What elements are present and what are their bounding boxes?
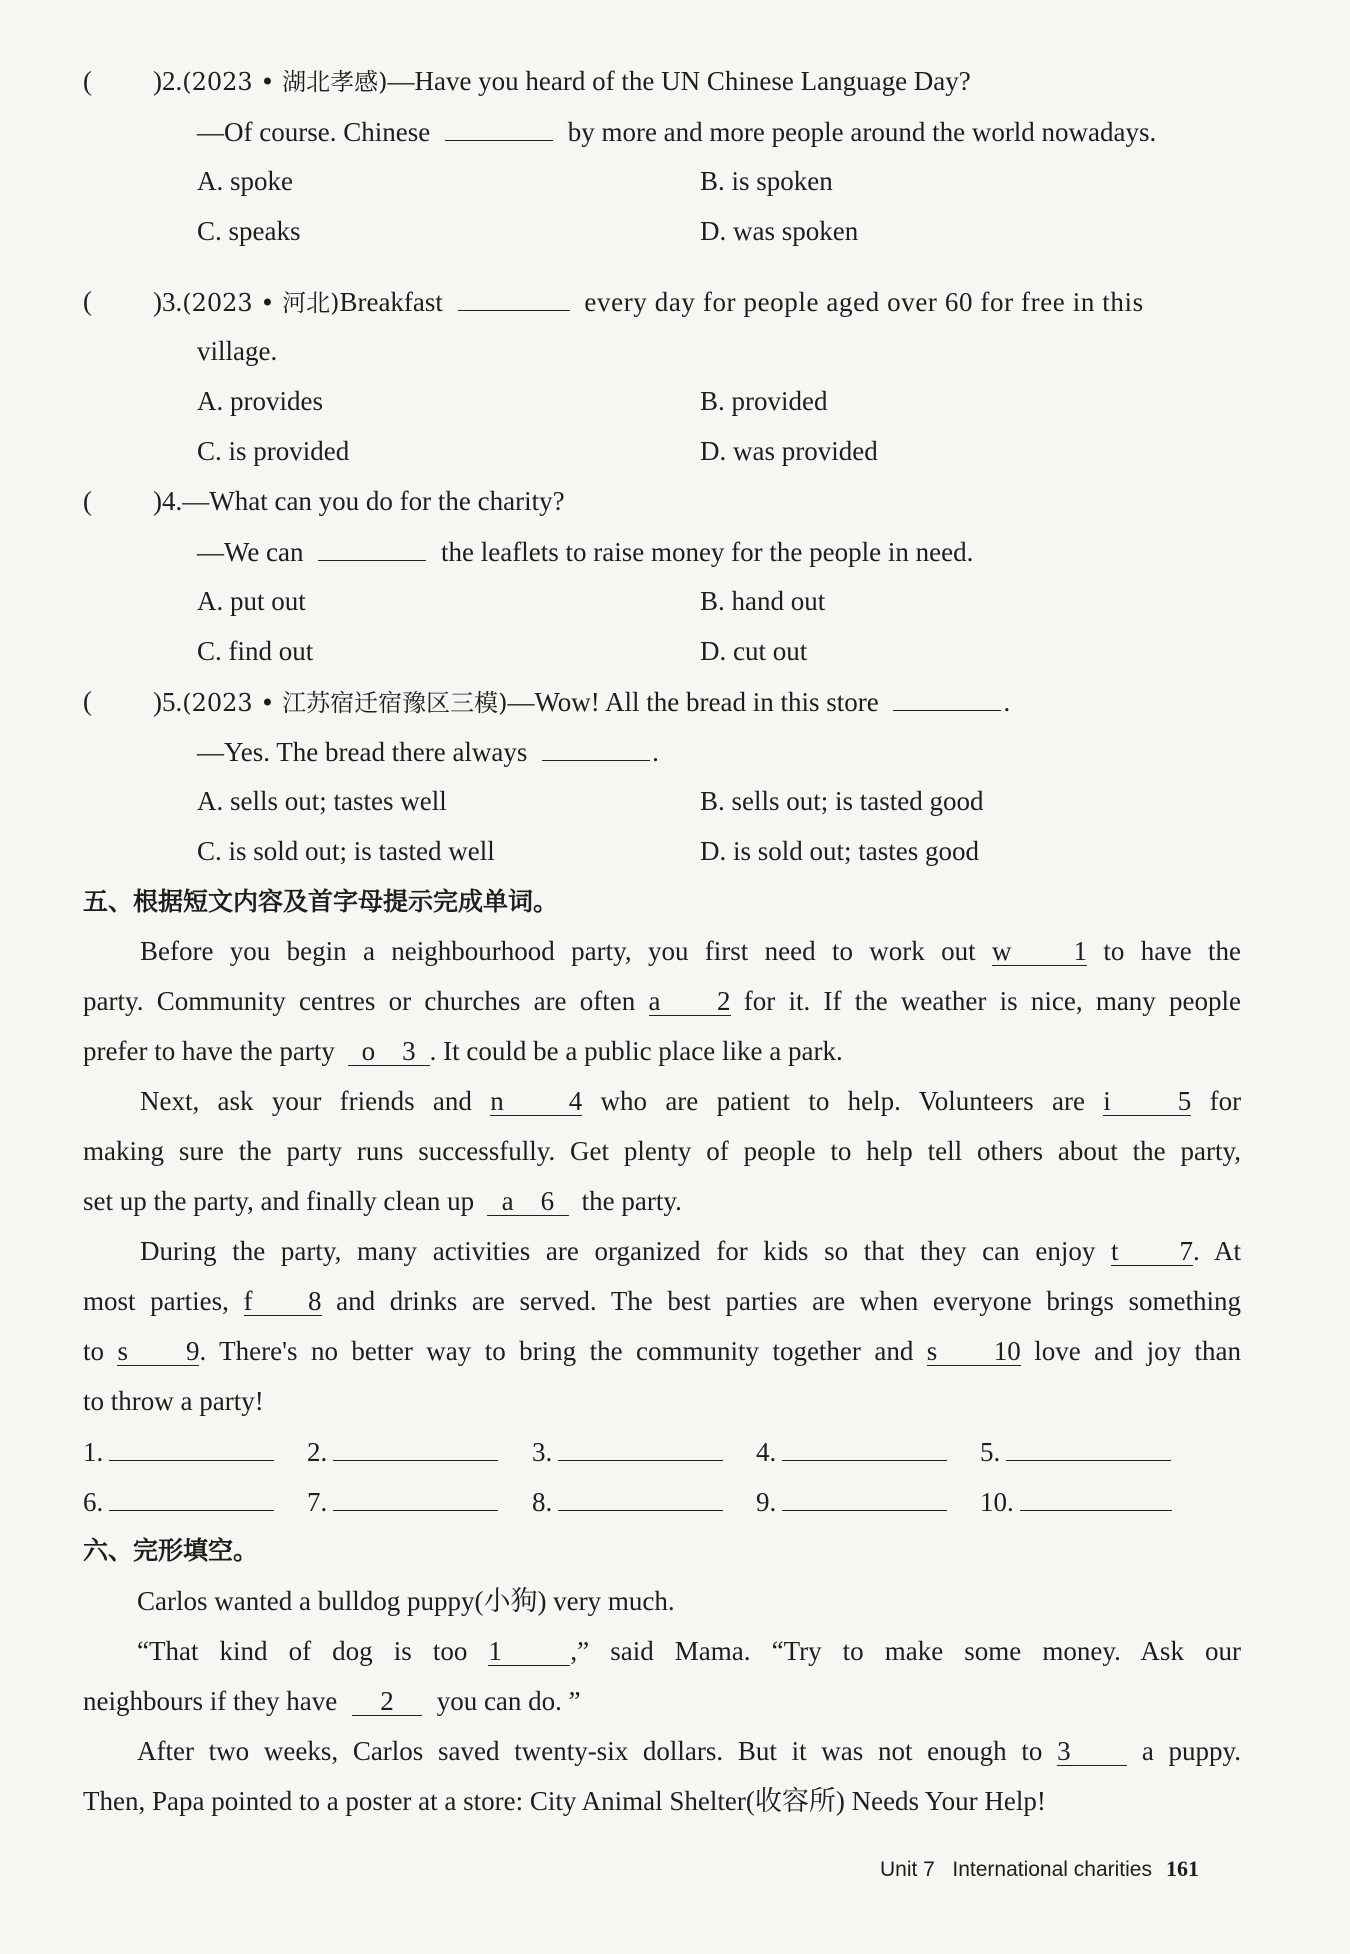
- stem-text: —Yes. The bread there always: [197, 737, 528, 767]
- blank-number: 8: [308, 1286, 322, 1316]
- stem-text: —We can: [197, 537, 304, 567]
- first-letter: w: [992, 936, 1012, 966]
- stem-text: —Of course. Chinese: [197, 117, 431, 147]
- first-letter: t: [1111, 1236, 1119, 1266]
- answer-line[interactable]: [109, 1484, 274, 1511]
- answer-line[interactable]: [333, 1434, 498, 1461]
- option-d: D. cut out: [700, 636, 808, 666]
- passage-line: [83, 1284, 1241, 1318]
- first-letter: a: [648, 986, 661, 1016]
- first-letter: f: [243, 1286, 253, 1316]
- question-source: (2023 • 湖北孝感): [182, 68, 388, 96]
- passage-text: a puppy.: [1141, 1736, 1242, 1766]
- passage-text: Next, ask your friends and: [140, 1086, 472, 1116]
- answer-slot-10[interactable]: [980, 1484, 1172, 1519]
- answer-line[interactable]: [1006, 1434, 1171, 1461]
- question-2-stem: [153, 64, 971, 99]
- answer-blank[interactable]: [458, 284, 570, 311]
- answer-slot-7[interactable]: [307, 1484, 498, 1519]
- blank-number: 5: [1177, 1086, 1192, 1116]
- option-d: D. was spoken: [700, 216, 859, 246]
- question-2-response: [197, 114, 1156, 149]
- letter-blank-6[interactable]: [487, 1187, 569, 1216]
- passage-text: prefer to have the party: [83, 1036, 335, 1066]
- answer-line[interactable]: [333, 1484, 498, 1511]
- answer-slot-5[interactable]: [980, 1434, 1171, 1469]
- question-number: )4.: [153, 486, 183, 516]
- passage-text: set up the party, and finally clean up: [83, 1186, 475, 1216]
- passage-text: . It could be a public place like a park.: [429, 1036, 843, 1066]
- passage-text: During the party, many activities are organized for kids so that they can enjoy: [140, 1236, 1096, 1266]
- cloze-line: Then, Papa pointed to a poster at a store: City Animal Shelter(收容所) Needs Your Help!: [83, 1786, 1046, 1816]
- cloze-blank-3[interactable]: [1057, 1737, 1127, 1766]
- question-3-stem: [153, 284, 1241, 320]
- passage-text: you can do. ”: [436, 1686, 581, 1716]
- passage-line: to throw a party!: [83, 1386, 264, 1416]
- answer-blank[interactable]: [445, 114, 553, 141]
- answer-number: 10.: [980, 1487, 1014, 1517]
- blank-number: 9: [185, 1336, 200, 1366]
- passage-text: “That kind of dog is too: [137, 1636, 468, 1666]
- section-6-heading: 六、完形填空。: [83, 1536, 259, 1565]
- answer-line[interactable]: [558, 1434, 723, 1461]
- option-c: C. speaks: [197, 216, 301, 246]
- passage-text: Before you begin a neighbourhood party, you first need to work out: [140, 936, 976, 966]
- letter-blank-3[interactable]: [348, 1037, 430, 1066]
- first-letter: i: [1103, 1086, 1111, 1116]
- letter-blank-1[interactable]: [992, 937, 1087, 966]
- first-letter: o: [361, 1036, 376, 1066]
- stem-text: .: [652, 737, 659, 767]
- letter-blank-4[interactable]: [490, 1087, 582, 1116]
- letter-blank-8[interactable]: [244, 1287, 322, 1316]
- answer-row-2: [0, 1484, 1350, 1524]
- blank-number: 7: [1179, 1236, 1194, 1266]
- letter-blank-7[interactable]: [1111, 1237, 1193, 1266]
- passage-text: for it. If the weather is nice, many people: [743, 986, 1242, 1016]
- answer-slot-4[interactable]: [756, 1434, 947, 1469]
- answer-slot-8[interactable]: [532, 1484, 723, 1519]
- passage-line: [83, 1334, 1241, 1368]
- passage-text: party. Community centres or churches are often: [83, 986, 636, 1016]
- answer-line[interactable]: [558, 1484, 723, 1511]
- question-source: (2023 • 江苏宿迁宿豫区三模): [182, 689, 508, 717]
- answer-number: 2.: [307, 1437, 328, 1467]
- answer-line[interactable]: [782, 1484, 947, 1511]
- letter-blank-9[interactable]: [117, 1337, 199, 1366]
- first-letter: a: [501, 1186, 514, 1216]
- cloze-blank-1[interactable]: [488, 1637, 570, 1666]
- answer-blank[interactable]: [893, 684, 1001, 711]
- first-letter: n: [490, 1086, 504, 1116]
- option-b: B. is spoken: [700, 166, 833, 196]
- cloze-line: [137, 1634, 1241, 1668]
- answer-number: 7.: [307, 1487, 328, 1517]
- passage-line: [83, 1184, 682, 1218]
- answer-slot-6[interactable]: [83, 1484, 274, 1519]
- option-d: D. was provided: [700, 436, 878, 466]
- stem-text: the leaflets to raise money for the people in need.: [441, 537, 974, 567]
- blank-number: 3: [1057, 1736, 1071, 1766]
- blank-number: 2: [380, 1686, 394, 1716]
- stem-text: .: [1003, 687, 1011, 717]
- answer-slot-3[interactable]: [532, 1434, 723, 1469]
- passage-text: for: [1209, 1086, 1242, 1116]
- option-d: D. is sold out; tastes good: [700, 836, 980, 866]
- first-letter: s: [117, 1336, 128, 1366]
- page-number: 161: [1166, 1856, 1199, 1881]
- passage-line: [140, 1234, 1241, 1268]
- passage-line: [140, 934, 1241, 968]
- blank-number: 3: [402, 1036, 416, 1066]
- answer-slot-1[interactable]: [83, 1434, 274, 1469]
- stem-text: Breakfast: [339, 287, 443, 317]
- option-b: B. sells out; is tasted good: [700, 786, 984, 816]
- answer-row-1: [0, 1434, 1350, 1474]
- blank-number: 4: [568, 1086, 583, 1116]
- question-4-response: [197, 534, 973, 569]
- passage-line: making sure the party runs successfully. Get plenty of people to help tell others about the party,: [83, 1136, 1241, 1166]
- blank-number: 6: [540, 1186, 555, 1216]
- passage-text: love and joy than: [1034, 1336, 1242, 1366]
- unit-label: Unit 7: [880, 1858, 935, 1881]
- passage-text: to have the: [1103, 936, 1242, 966]
- passage-text: the party.: [581, 1186, 682, 1216]
- option-b: B. provided: [700, 386, 828, 416]
- answer-blank[interactable]: [318, 534, 426, 561]
- passage-text: and drinks are served. The best parties are when everyone brings something: [336, 1286, 1242, 1316]
- letter-blank-2[interactable]: [649, 987, 731, 1016]
- answer-blank[interactable]: [542, 734, 650, 761]
- blank-number: 2: [717, 986, 731, 1016]
- option-c: C. is sold out; is tasted well: [197, 836, 495, 866]
- blank-number: 1: [1073, 936, 1087, 966]
- answer-number: 6.: [83, 1487, 104, 1517]
- question-5-response: [197, 734, 659, 769]
- question-source: (2023 • 河北): [182, 289, 340, 317]
- stem-text: every day for people aged over 60 for free in this: [584, 287, 1144, 317]
- stem-text: —What can you do for the charity?: [182, 486, 565, 516]
- question-number: )2.: [153, 66, 183, 96]
- passage-line: [83, 984, 1241, 1018]
- answer-number: 4.: [756, 1437, 777, 1467]
- page-footer: [880, 1855, 1199, 1884]
- answer-number: 9.: [756, 1487, 777, 1517]
- option-b: B. hand out: [700, 586, 826, 616]
- passage-text: After two weeks, Carlos saved twenty-six dollars. But it was not enough to: [137, 1736, 1043, 1766]
- answer-number: 1.: [83, 1437, 104, 1467]
- cloze-line: [83, 1684, 581, 1718]
- cloze-blank-2[interactable]: [352, 1687, 422, 1716]
- answer-number: 3.: [532, 1437, 553, 1467]
- passage-text: neighbours if they have: [83, 1686, 338, 1716]
- passage-text: most parties,: [83, 1286, 229, 1316]
- answer-number: 5.: [980, 1437, 1001, 1467]
- answer-bracket-open: (: [83, 486, 92, 516]
- passage-line: [140, 1084, 1241, 1118]
- answer-bracket-open: (: [83, 286, 92, 316]
- passage-text: . There's no better way to bring the community together and: [199, 1336, 914, 1366]
- cloze-line: Carlos wanted a bulldog puppy(小狗) very much.: [137, 1586, 675, 1616]
- question-5-stem: [153, 684, 1010, 720]
- passage-text: who are patient to help. Volunteers are: [600, 1086, 1085, 1116]
- passage-text: ,” said Mama. “Try to make some money. Ask our: [570, 1636, 1242, 1666]
- letter-blank-10[interactable]: [927, 1337, 1021, 1366]
- blank-number: 10: [993, 1336, 1021, 1366]
- answer-line[interactable]: [1020, 1484, 1172, 1511]
- first-letter: s: [926, 1336, 938, 1366]
- option-a: A. put out: [197, 586, 306, 616]
- passage-text: . At: [1193, 1236, 1241, 1266]
- unit-title: International charities: [952, 1858, 1152, 1881]
- stem-text: —Wow! All the bread in this store: [507, 687, 879, 717]
- option-c: C. find out: [197, 636, 314, 666]
- question-3-stem-cont: village.: [197, 336, 278, 366]
- blank-number: 1: [488, 1636, 502, 1666]
- answer-line[interactable]: [782, 1434, 947, 1461]
- answer-bracket-open: (: [83, 66, 92, 96]
- passage-text: to: [83, 1336, 105, 1366]
- stem-text: —Have you heard of the UN Chinese Language Day?: [387, 66, 971, 96]
- answer-slot-9[interactable]: [756, 1484, 947, 1519]
- answer-number: 8.: [532, 1487, 553, 1517]
- question-4-stem: [153, 484, 565, 518]
- letter-blank-5[interactable]: [1103, 1087, 1191, 1116]
- option-a: A. sells out; tastes well: [197, 786, 447, 816]
- option-a: A. provides: [197, 386, 323, 416]
- question-number: )3.: [153, 287, 183, 317]
- section-5-heading: 五、根据短文内容及首字母提示完成单词。: [83, 887, 559, 916]
- cloze-line: [137, 1734, 1241, 1768]
- stem-text: by more and more people around the world nowadays.: [567, 117, 1157, 147]
- answer-slot-2[interactable]: [307, 1434, 498, 1469]
- answer-bracket-open: (: [83, 686, 92, 716]
- passage-line: [83, 1034, 843, 1068]
- option-c: C. is provided: [197, 436, 350, 466]
- question-number: )5.: [153, 687, 183, 717]
- answer-line[interactable]: [109, 1434, 274, 1461]
- option-a: A. spoke: [197, 166, 293, 196]
